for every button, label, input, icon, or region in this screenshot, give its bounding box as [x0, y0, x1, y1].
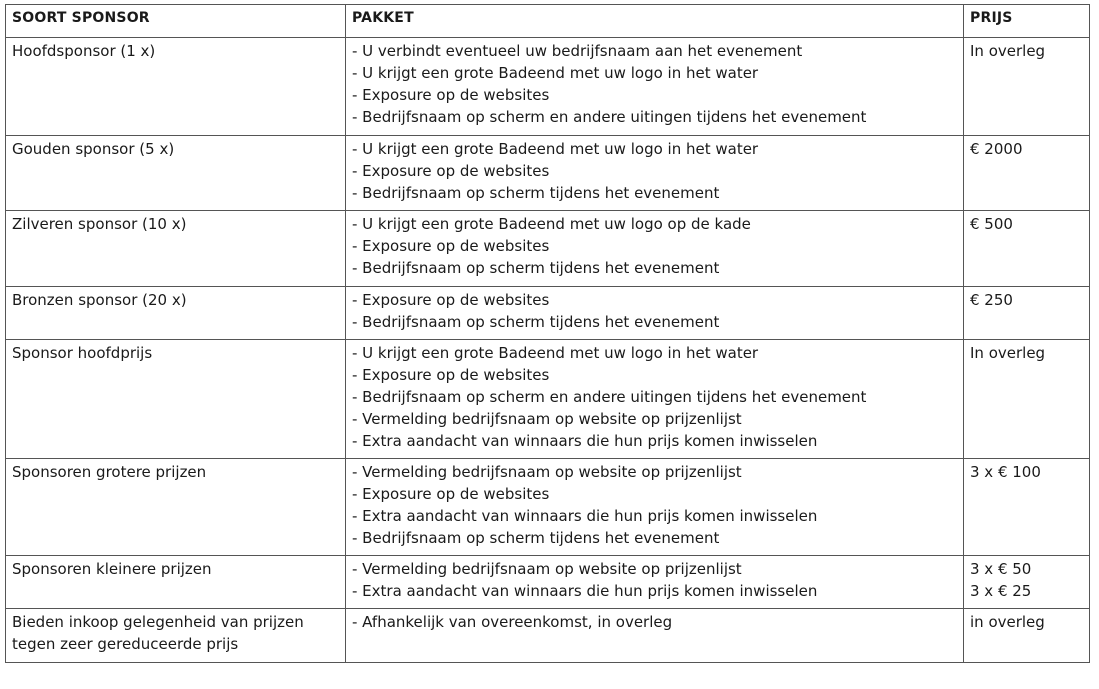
package-item: - U krijgt een grote Badeend met uw logo in het water [352, 344, 759, 362]
package-item: - Bedrijfsnaam op scherm tijdens het evenement [352, 313, 720, 331]
sponsor-table [5, 4, 1090, 663]
sponsor-type: Sponsor hoofdprijs [12, 344, 153, 362]
package-cell [346, 136, 964, 211]
price-cell [964, 340, 1090, 459]
sponsor-type-cell [6, 556, 346, 609]
price-value: 3 x € 25 [970, 582, 1032, 600]
package-cell [346, 556, 964, 609]
sponsor-type: Gouden sponsor (5 x) [12, 140, 175, 158]
package-item: - Vermelding bedrijfsnaam op website op prijzenlijst [352, 410, 742, 428]
sponsor-type-cell [6, 136, 346, 211]
package-item: - Exposure op de websites [352, 162, 550, 180]
price-value: 3 x € 50 [970, 560, 1032, 578]
price-value: € 2000 [970, 140, 1023, 158]
table-row [6, 340, 1090, 459]
table-row [6, 609, 1090, 663]
price-value: € 500 [970, 215, 1013, 233]
table-row [6, 38, 1090, 136]
sponsor-type-cell [6, 609, 346, 663]
header-price: PRIJS [964, 5, 1090, 38]
sponsor-type: Hoofdsponsor (1 x) [12, 42, 156, 60]
package-item: - Extra aandacht van winnaars die hun prijs komen inwisselen [352, 432, 818, 450]
table-row [6, 136, 1090, 211]
sponsor-type-cell [6, 340, 346, 459]
price-cell [964, 556, 1090, 609]
package-item: - U krijgt een grote Badeend met uw logo in het water [352, 140, 759, 158]
package-cell [346, 340, 964, 459]
package-item: - Bedrijfsnaam op scherm tijdens het evenement [352, 184, 720, 202]
package-item: - Exposure op de websites [352, 366, 550, 384]
table-row [6, 556, 1090, 609]
header-sponsor-type: SOORT SPONSOR [6, 5, 346, 38]
package-cell [346, 38, 964, 136]
package-cell [346, 211, 964, 287]
price-cell [964, 211, 1090, 287]
sponsor-type-cell [6, 287, 346, 340]
price-cell [964, 287, 1090, 340]
package-item: - Bedrijfsnaam op scherm en andere uitingen tijdens het evenement [352, 388, 867, 406]
sponsor-type: Sponsoren kleinere prijzen [12, 560, 212, 578]
package-item: - Bedrijfsnaam op scherm en andere uitingen tijdens het evenement [352, 108, 867, 126]
sponsor-type: Zilveren sponsor (10 x) [12, 215, 187, 233]
sponsor-type-cell [6, 459, 346, 556]
table-row [6, 211, 1090, 287]
sponsor-type: Bronzen sponsor (20 x) [12, 291, 187, 309]
price-cell [964, 136, 1090, 211]
price-value: € 250 [970, 291, 1013, 309]
table-row [6, 459, 1090, 556]
package-item: - U verbindt eventueel uw bedrijfsnaam aan het evenement [352, 42, 803, 60]
package-cell [346, 459, 964, 556]
package-item: - Exposure op de websites [352, 86, 550, 104]
package-item: - Exposure op de websites [352, 237, 550, 255]
package-item: - Bedrijfsnaam op scherm tijdens het evenement [352, 529, 720, 547]
header-package: PAKKET [346, 5, 964, 38]
price-value: 3 x € 100 [970, 463, 1041, 481]
price-value: In overleg [970, 42, 1046, 60]
package-item: - Extra aandacht van winnaars die hun prijs komen inwisselen [352, 582, 818, 600]
package-cell [346, 287, 964, 340]
sponsor-type-cell [6, 38, 346, 136]
package-item: - Bedrijfsnaam op scherm tijdens het evenement [352, 259, 720, 277]
package-item: - Afhankelijk van overeenkomst, in overleg [352, 613, 673, 631]
sponsor-type: Sponsoren grotere prijzen [12, 463, 207, 481]
package-item: - U krijgt een grote Badeend met uw logo op de kade [352, 215, 751, 233]
sponsor-type: Bieden inkoop gelegenheid van prijzen tegen zeer gereduceerde prijs [12, 613, 304, 653]
package-item: - Exposure op de websites [352, 485, 550, 503]
package-item: - Extra aandacht van winnaars die hun prijs komen inwisselen [352, 507, 818, 525]
price-cell [964, 609, 1090, 663]
package-cell [346, 609, 964, 663]
price-cell [964, 459, 1090, 556]
table-row [6, 287, 1090, 340]
price-value: In overleg [970, 344, 1046, 362]
package-item: - U krijgt een grote Badeend met uw logo in het water [352, 64, 759, 82]
header-row [6, 5, 1090, 38]
package-item: - Exposure op de websites [352, 291, 550, 309]
price-value: in overleg [970, 613, 1045, 631]
price-cell [964, 38, 1090, 136]
package-item: - Vermelding bedrijfsnaam op website op prijzenlijst [352, 560, 742, 578]
package-item: - Vermelding bedrijfsnaam op website op prijzenlijst [352, 463, 742, 481]
sponsor-type-cell [6, 211, 346, 287]
